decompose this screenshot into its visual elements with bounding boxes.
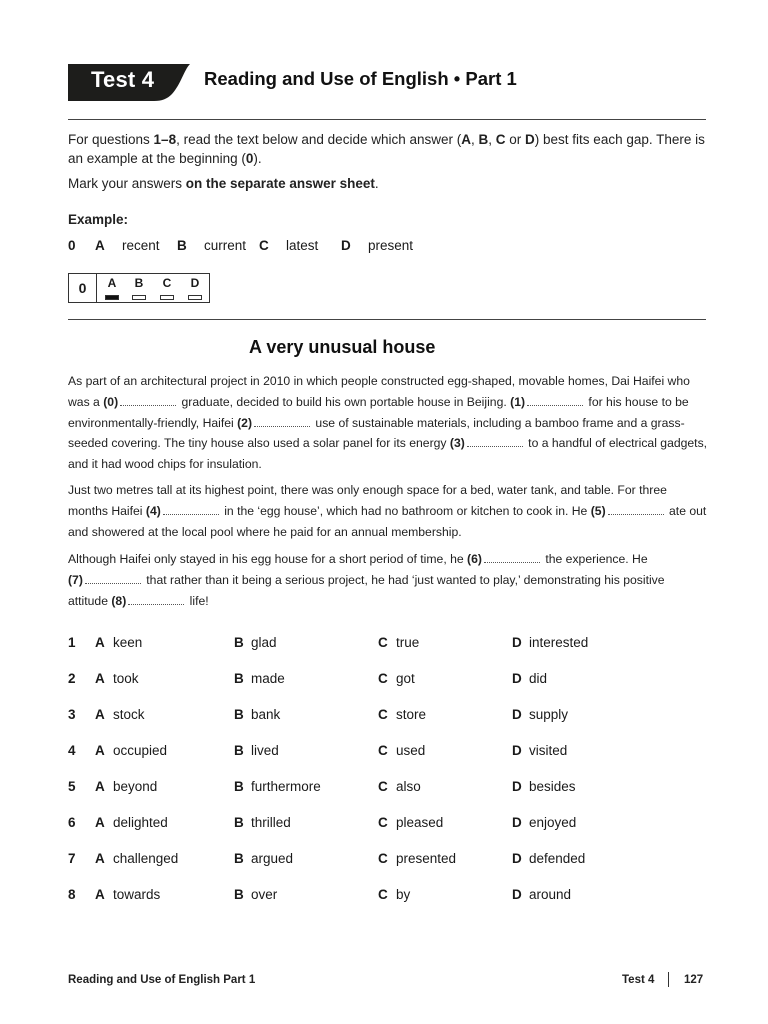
question-row: 1 A keen B glad C true D interested: [68, 635, 589, 650]
question-4-option-c[interactable]: used: [396, 743, 426, 758]
gap-7: [85, 574, 141, 584]
question-row: 6 A delighted B thrilled C pleased D enjoyed: [68, 815, 577, 830]
question-row: 7 A challenged B argued C presented D defended: [68, 851, 586, 866]
question-8-option-d[interactable]: around: [529, 887, 572, 902]
example-divider: [68, 319, 706, 320]
gap-5: [608, 505, 664, 515]
question-2-option-a[interactable]: took: [113, 671, 139, 686]
gap-3-number: (3): [449, 436, 465, 451]
example-answer-box: [68, 273, 210, 303]
test-label: Test 4: [91, 67, 155, 92]
answer-mark-a[interactable]: [105, 295, 119, 300]
footer-test: Test 4: [622, 974, 655, 986]
answer-box-number: 0: [69, 274, 97, 302]
gap-4-number: (4): [145, 503, 161, 518]
example-letter-d: D: [341, 238, 351, 253]
instructions-line-1: For questions 1–8, read the text below and decide which answer (A, B, C or D) best fits each gap. There is: [68, 132, 705, 147]
question-row: 2 A took B made C got D did: [68, 671, 548, 686]
question-6-option-b[interactable]: thrilled: [251, 815, 291, 830]
question-5-option-c[interactable]: also: [396, 779, 421, 794]
example-option-c: latest: [286, 238, 319, 253]
header-divider: [68, 119, 706, 120]
question-3-option-c[interactable]: store: [396, 707, 427, 722]
example-option-d: present: [368, 238, 414, 253]
answer-mark-b[interactable]: [132, 295, 146, 300]
gap-1-number: (1): [510, 394, 526, 409]
question-1-option-b[interactable]: glad: [251, 635, 277, 650]
test-tab: [68, 64, 190, 101]
example-option-a: recent: [122, 238, 160, 253]
answer-mark-d[interactable]: [188, 295, 202, 300]
question-5-option-d[interactable]: besides: [529, 779, 576, 794]
gap-3: [467, 437, 523, 447]
passage-title: A very unusual house: [249, 337, 436, 357]
question-6-option-c[interactable]: pleased: [396, 815, 444, 830]
question-7-option-b[interactable]: argued: [251, 851, 294, 866]
gap-2-number: (2): [237, 415, 253, 430]
answer-box-letter-c: C: [162, 276, 172, 290]
instructions-line-2: an example at the beginning (0).: [68, 151, 262, 166]
example-row: [68, 238, 468, 258]
question-4-option-d[interactable]: visited: [529, 743, 568, 758]
footer-separator: [668, 972, 669, 987]
page-number: 127: [684, 974, 704, 986]
gap-8: [128, 595, 184, 605]
question-row: 8 A towards B over C by D around: [68, 887, 572, 902]
question-1-option-c[interactable]: true: [396, 635, 420, 650]
answer-box-letter-b: B: [134, 276, 144, 290]
question-7-option-c[interactable]: presented: [396, 851, 457, 866]
question-1-option-d[interactable]: interested: [529, 635, 589, 650]
gap-0: [120, 396, 176, 406]
question-6-option-a[interactable]: delighted: [113, 815, 168, 830]
question-2-option-d[interactable]: did: [529, 671, 548, 686]
gap-4: [163, 505, 219, 515]
example-option-b: current: [204, 238, 247, 253]
question-7-option-d[interactable]: defended: [529, 851, 586, 866]
question-3-option-a[interactable]: stock: [113, 707, 145, 722]
question-row: 4 A occupied B lived C used D visited: [68, 743, 568, 758]
question-3-option-d[interactable]: supply: [529, 707, 569, 722]
page-header: [68, 64, 708, 102]
question-2-option-b[interactable]: made: [251, 671, 285, 686]
example-letter-a: A: [95, 238, 105, 253]
question-2-option-c[interactable]: got: [396, 671, 415, 686]
example-number: 0: [68, 238, 76, 253]
question-row: 5 A beyond B furthermore C also D besides: [68, 779, 576, 794]
answer-box-letter-a: A: [107, 276, 117, 290]
gap-0-number: (0): [103, 394, 119, 409]
gap-6-number: (6): [467, 552, 482, 566]
question-3-option-b[interactable]: bank: [251, 707, 281, 722]
question-8-option-c[interactable]: by: [396, 887, 411, 902]
gap-6: [484, 553, 540, 563]
page-footer: [68, 974, 708, 990]
question-4-option-a[interactable]: occupied: [113, 743, 168, 758]
question-8-option-b[interactable]: over: [251, 887, 278, 902]
section-title: Reading and Use of English • Part 1: [204, 68, 517, 89]
gap-2: [254, 417, 310, 427]
footer-section: Reading and Use of English Part 1: [68, 974, 256, 986]
example-label: Example:: [68, 212, 129, 227]
question-7-option-a[interactable]: challenged: [113, 851, 179, 866]
question-8-option-a[interactable]: towards: [113, 887, 161, 902]
passage-paragraph-1: As part of an architectural project in 2010 in which people constructed egg-shaped, movable homes, Dai Haifei who was a (0) graduate, decided to build his own portable house in Beijing. (1) for his house to be environmentally-friendly, Haifei (2) use of sustainable materials, including a bamboo frame and a grass- seeded covering. The tiny house also used a solar panel for its energy (3) to a handful of electrical gadgets, and it had wood chips for insulation.: [68, 374, 708, 472]
gap-1: [527, 396, 583, 406]
gap-5-number: (5): [590, 503, 606, 518]
gap-8-number: (8): [111, 593, 127, 608]
question-5-option-a[interactable]: beyond: [113, 779, 158, 794]
question-6-option-d[interactable]: enjoyed: [529, 815, 577, 830]
passage-paragraph-3: Although Haifei only stayed in his egg house for a short period of time, he (6) the experience. He (7) that rather than it being a serious project, he had ‘just wanted to play,’ demonstrating his positive attitude (8) life!: [68, 552, 665, 608]
answer-mark-c[interactable]: [160, 295, 174, 300]
question-4-option-b[interactable]: lived: [251, 743, 279, 758]
passage-paragraph-2: Just two metres tall at its highest point, there was only enough space for a bed, water tank, and table. For three months Haifei (4) in the ‘egg house’, which had no bathroom or kitchen to cook in. He (5) ate out and showered at the local pool where he paid for an annual membership.: [68, 483, 707, 539]
example-letter-c: C: [259, 238, 269, 253]
question-row: 3 A stock B bank C store D supply: [68, 707, 569, 722]
gap-7-number: (7): [68, 572, 83, 587]
instructions-line-3: Mark your answers on the separate answer sheet.: [68, 176, 379, 191]
question-1-option-a[interactable]: keen: [113, 635, 143, 650]
answer-box-letter-d: D: [190, 276, 200, 290]
question-5-option-b[interactable]: furthermore: [251, 779, 321, 794]
example-letter-b: B: [177, 238, 187, 253]
